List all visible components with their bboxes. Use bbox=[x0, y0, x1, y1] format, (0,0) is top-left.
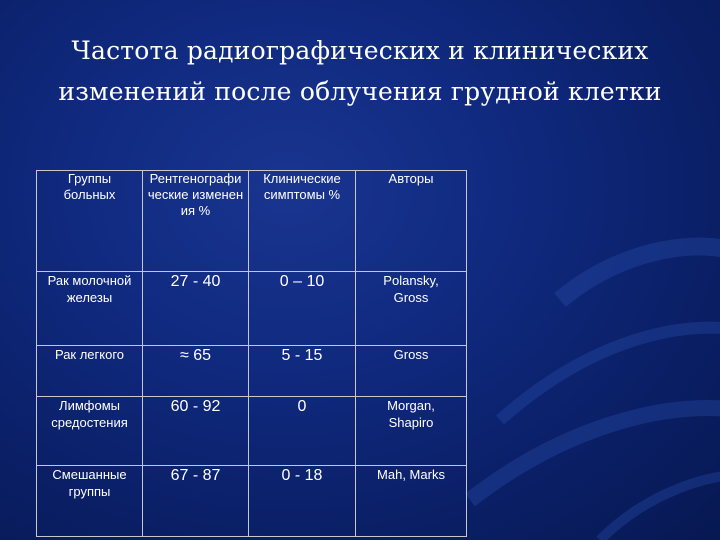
table-row bbox=[37, 397, 467, 466]
group-cell: Смешанные группы bbox=[37, 466, 143, 537]
table-row bbox=[37, 466, 467, 537]
header-authors: Авторы bbox=[356, 171, 467, 272]
radiographic-cell: 27 - 40 bbox=[143, 272, 249, 346]
clinical-cell: 0 bbox=[249, 397, 356, 466]
group-cell: Рак молочной железы bbox=[37, 272, 143, 346]
clinical-cell: 0 – 10 bbox=[249, 272, 356, 346]
group-cell: Лимфомы средостения bbox=[37, 397, 143, 466]
authors-cell: Polansky, Gross bbox=[356, 272, 467, 346]
group-cell: Рак легкого bbox=[37, 346, 143, 397]
table-row bbox=[37, 346, 467, 397]
clinical-cell: 0 - 18 bbox=[249, 466, 356, 537]
authors-cell: Morgan, Shapiro bbox=[356, 397, 467, 466]
radiographic-cell: ≈ 65 bbox=[143, 346, 249, 397]
slide-title bbox=[30, 30, 690, 112]
clinical-cell: 5 - 15 bbox=[249, 346, 356, 397]
slide-title-line-2: изменений после облучения грудной клетки bbox=[58, 77, 662, 106]
slide-title-line-1: Частота радиографических и клинических bbox=[71, 36, 649, 65]
authors-cell: Mah, Marks bbox=[356, 466, 467, 537]
header-groups: Группы больных bbox=[37, 171, 143, 272]
radiographic-cell: 60 - 92 bbox=[143, 397, 249, 466]
table-header-row bbox=[37, 171, 467, 272]
header-radiographic: Рентгенографические изменения % bbox=[143, 171, 249, 272]
radiographic-cell: 67 - 87 bbox=[143, 466, 249, 537]
header-clinical: Клинические симптомы % bbox=[249, 171, 356, 272]
results-table bbox=[36, 170, 467, 537]
table-row bbox=[37, 272, 467, 346]
authors-cell: Gross bbox=[356, 346, 467, 397]
